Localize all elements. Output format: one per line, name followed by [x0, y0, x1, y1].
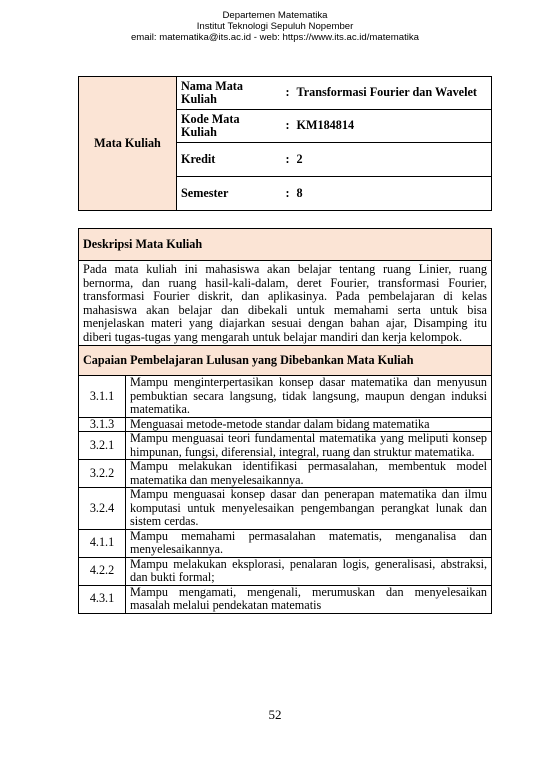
- outcome-text: Mampu melakukan identifikasi permasalahan, membentuk model matematika dan menyelesaikannya.: [126, 460, 492, 488]
- outcome-row: [79, 488, 492, 530]
- outcome-text: Mampu memahami permasalahan matematis, menganalisa dan menyelesaikannya.: [126, 529, 492, 557]
- credit-value: 2: [295, 143, 492, 177]
- outcome-code: 4.3.1: [79, 585, 126, 613]
- outcome-row: [79, 376, 492, 418]
- course-code-value: KM184814: [295, 110, 492, 143]
- outcome-text: Mampu menguasai teori fundamental matematika yang meliputi konsep himpunan, fungsi, diferensial, integral, ruang dan struktur matematika.: [126, 432, 492, 460]
- outcome-code: 3.2.1: [79, 432, 126, 460]
- outcome-text: Mampu mengamati, mengenali, merumuskan dan menyelesaikan masalah melalui pendekatan matematis: [126, 585, 492, 613]
- semester-label: Semester: [177, 177, 281, 211]
- outcome-text: Menguasai metode-metode standar dalam bidang matematika: [126, 417, 492, 432]
- course-name-label: Nama Mata Kuliah: [177, 77, 281, 110]
- outcome-text: Mampu melakukan eksplorasi, penalaran logis, generalisasi, abstraksi, dan bukti formal;: [126, 557, 492, 585]
- credit-label: Kredit: [177, 143, 281, 177]
- outcome-code: 3.2.4: [79, 488, 126, 530]
- description-text: Pada mata kuliah ini mahasiswa akan belajar tentang ruang Linier, ruang bernorma, dan ruang hasil-kali-dalam, deret Fourier, transformasi Fourier, transformasi Fourier diskrit, dan aplikasinya. Pada pembelajaran di kelas mahasiswa akan belajar dan dibekali untuk memahami serta untuk bisa menjelaskan materi yang diajarkan sesuai dengan bahan ajar, Disamping itu diberi tugas-tugas yang mengarah untuk belajar mandiri dan kerja kelompok.: [79, 261, 492, 346]
- course-detail-table: [78, 228, 492, 614]
- course-group-label: Mata Kuliah: [79, 77, 177, 211]
- outcome-row: [79, 529, 492, 557]
- header-contact: email: matematika@its.ac.id - web: https://www.its.ac.id/matematika: [130, 32, 420, 43]
- credit-sep: :: [281, 143, 295, 177]
- course-name-value: Transformasi Fourier dan Wavelet: [295, 77, 492, 110]
- course-info-table: [78, 76, 492, 211]
- outcome-row: [79, 557, 492, 585]
- outcome-code: 4.1.1: [79, 529, 126, 557]
- semester-value: 8: [295, 177, 492, 211]
- course-code-label: Kode Mata Kuliah: [177, 110, 281, 143]
- page-number: 52: [268, 707, 282, 722]
- course-code-sep: :: [281, 110, 295, 143]
- outcome-row: [79, 460, 492, 488]
- description-heading: Deskripsi Mata Kuliah: [79, 229, 492, 261]
- header-institute: Institut Teknologi Sepuluh Nopember: [196, 21, 354, 32]
- outcome-code: 3.1.1: [79, 376, 126, 418]
- outcome-code: 3.2.2: [79, 460, 126, 488]
- outcomes-heading: Capaian Pembelajaran Lulusan yang Dibebankan Mata Kuliah: [79, 346, 492, 376]
- header-department: Departemen Matematika: [222, 10, 328, 21]
- outcome-text: Mampu menguasai konsep dasar dan penerapan matematika dan ilmu komputasi untuk menyelesaikan pengembangan perangkat lunak dan sistem cerdas.: [126, 488, 492, 530]
- outcome-code: 3.1.3: [79, 417, 126, 432]
- outcome-code: 4.2.2: [79, 557, 126, 585]
- course-name-sep: :: [281, 77, 295, 110]
- outcome-row: [79, 585, 492, 613]
- outcome-row: [79, 432, 492, 460]
- semester-sep: :: [281, 177, 295, 211]
- outcome-text: Mampu menginterpertasikan konsep dasar matematika dan menyusun pembuktian secara langsung, tidak langsung, maupun dengan induksi matematika.: [126, 376, 492, 418]
- outcome-row: [79, 417, 492, 432]
